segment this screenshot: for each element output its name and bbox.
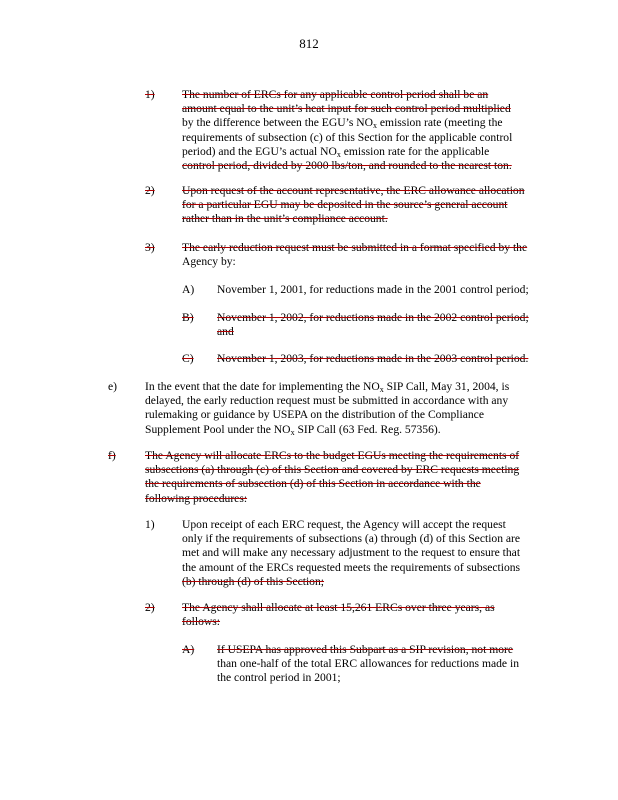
text-line: met and will make any necessary adjustment to the request to ensure that: [182, 546, 521, 560]
text-line: Supplement Pool under the $NO_x$ SIP Call (63 Fed. Reg. 57356).: [145, 422, 441, 437]
text-line: In the event that the date for implementing the $NO_x$ SIP Call, May 31, 2004, is: [145, 380, 510, 394]
text-line: (b) through (d) of this Section;: [182, 574, 325, 588]
item-label: A): [182, 283, 195, 296]
text-line: by the difference between the EGU’s $NO_x$ emission rate (meeting the: [182, 116, 503, 131]
text-line: The early reduction request must be submitted in a format specified by the: [182, 241, 528, 254]
text-line: If USEPA has approved this Subpart as a SIP revision, not more: [217, 643, 514, 656]
text-line: delayed, the early reduction request must be submitted in accordance with any: [145, 394, 509, 408]
text-line: the amount of the ERCs requested meets the requirements of subsections: [182, 560, 521, 574]
text-line: The Agency shall allocate at least 15,261 ERCs over three years, as: [182, 601, 495, 614]
text-line: Agency by:: [182, 255, 236, 269]
text-line: control period, divided by 2000 lbs/ton, and rounded to the nearest ton.: [182, 159, 512, 173]
text-line: period) and the EGU’s actual $NO_x$ emission rate for the applicable: [182, 144, 490, 159]
text-line: November 1, 2003, for reductions made in the 2003 control period.: [217, 352, 529, 365]
text-line: than one-half of the total ERC allowances for reductions made in: [217, 657, 519, 671]
item-label: B): [182, 311, 194, 324]
text-line: subsections (a) through (c) of this Section and covered by ERC requests meeting: [145, 463, 520, 477]
text-line: for a particular EGU may be deposited in the source’s general account: [182, 198, 508, 212]
page-number: 812: [299, 36, 319, 51]
text-line: requirements of subsection (c) of this Section for the applicable control: [182, 130, 513, 144]
text-line: only if the requirements of subsections (a) through (d) of this Section are: [182, 532, 521, 546]
text-line: November 1, 2002, for reductions made in the 2002 control period;: [217, 311, 529, 324]
text-line: Upon receipt of each ERC request, the Agency will accept the request: [182, 518, 506, 531]
text-line: the requirements of subsection (d) of this Section in accordance with the: [145, 477, 481, 491]
item-label: A): [182, 643, 195, 656]
text-line: and: [217, 325, 234, 339]
item-label: 1): [145, 518, 155, 531]
item-label: 1): [145, 88, 155, 101]
text-line: rather than in the unit’s compliance account.: [182, 212, 388, 226]
text-line: Upon request of the account representative, the ERC allowance allocation: [182, 184, 525, 197]
text-line: November 1, 2001, for reductions made in the 2001 control period;: [217, 283, 529, 296]
text-line: the control period in 2001;: [217, 671, 341, 685]
item-label: f): [108, 449, 116, 462]
item-label: C): [182, 352, 194, 365]
text-line: rulemaking or guidance by USEPA on the distribution of the Compliance: [145, 408, 484, 422]
item-label: e): [108, 380, 118, 393]
text-line: following procedures:: [145, 491, 248, 505]
text-line: The number of ERCs for any applicable control period shall be an: [182, 88, 489, 101]
item-label: 2): [145, 601, 155, 614]
text-line: follows:: [182, 615, 221, 629]
item-label: 2): [145, 184, 155, 197]
text-line: amount equal to the unit’s heat input for such control period multiplied: [182, 102, 511, 116]
text-line: The Agency will allocate ERCs to the budget EGUs meeting the requirements of: [145, 449, 520, 462]
item-label: 3): [145, 241, 155, 254]
